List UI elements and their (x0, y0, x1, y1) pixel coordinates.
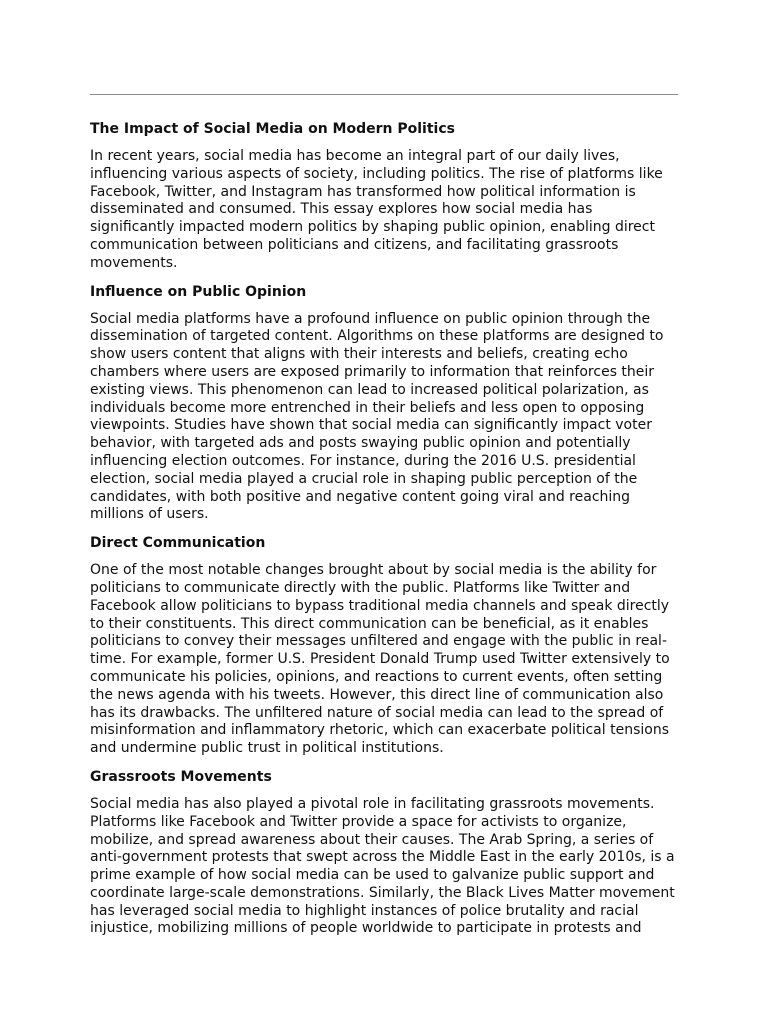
section-heading-grassroots-movements: Grassroots Movements (90, 768, 272, 785)
section-heading-direct-communication: Direct Communication (90, 535, 266, 552)
section-heading-public-opinion: Influence on Public Opinion (90, 283, 307, 300)
section-body-grassroots-movements: Social media has also played a pivotal role in facilitating grassroots movements. Platforms like Facebook and Twitter provide a space for activists to organize, mobilize, and spread awareness about their causes. The Arab Spring, a series of anti-government protests that swept across the Middle East in the early 2010s, is a prime example of how social media can be used to galvanize public support and coordinate large-scale demonstrations. Similarly, the Black Lives Matter movement has leveraged social media to highlight instances of police brutality and racial injustice, mobilizing millions of people worldwide to participate in protests and (90, 795, 675, 937)
section-body-public-opinion: Social media platforms have a profound influence on public opinion through the dissemination of targeted content. Algorithms on these platforms are designed to show users content that aligns with their interests and beliefs, creating echo chambers where users are exposed primarily to information that reinforces their existing views. This phenomenon can lead to increased political polarization, as individuals become more entrenched in their beliefs and less open to opposing viewpoints. Studies have shown that social media can significantly impact voter behavior, with targeted ads and posts swaying public opinion and potentially influencing election outcomes. For instance, during the 2016 U.S. presidential election, social media played a crucial role in shaping public perception of the candidates, with both positive and negative content going viral and reaching millions of users. (90, 310, 664, 523)
intro-paragraph: In recent years, social media has become an integral part of our daily lives, influencing various aspects of society, including politics. The rise of platforms like Facebook, Twitter, and Instagram has transformed how political information is disseminated and consumed. This essay explores how social media has significantly impacted modern politics by shaping public opinion, enabling direct communication between politicians and citizens, and facilitating grassroots movements. (90, 148, 663, 271)
document-content (90, 120, 680, 938)
header-rule (90, 94, 678, 95)
document-title: The Impact of Social Media on Modern Politics (90, 121, 455, 137)
section-body-direct-communication: One of the most notable changes brought about by social media is the ability for politicians to communicate directly with the public. Platforms like Twitter and Facebook allow politicians to bypass traditional media channels and speak directly to their constituents. This direct communication can be beneficial, as it enables politicians to convey their messages unfiltered and engage with the public in real-time. For example, former U.S. President Donald Trump used Twitter extensively to communicate his policies, opinions, and reactions to current events, often setting the news agenda with his tweets. However, this direct line of communication also has its drawbacks. The unfiltered nature of social media can lead to the spread of misinformation and inflammatory rhetoric, which can exacerbate political tensions and undermine public trust in political institutions. (90, 562, 670, 757)
